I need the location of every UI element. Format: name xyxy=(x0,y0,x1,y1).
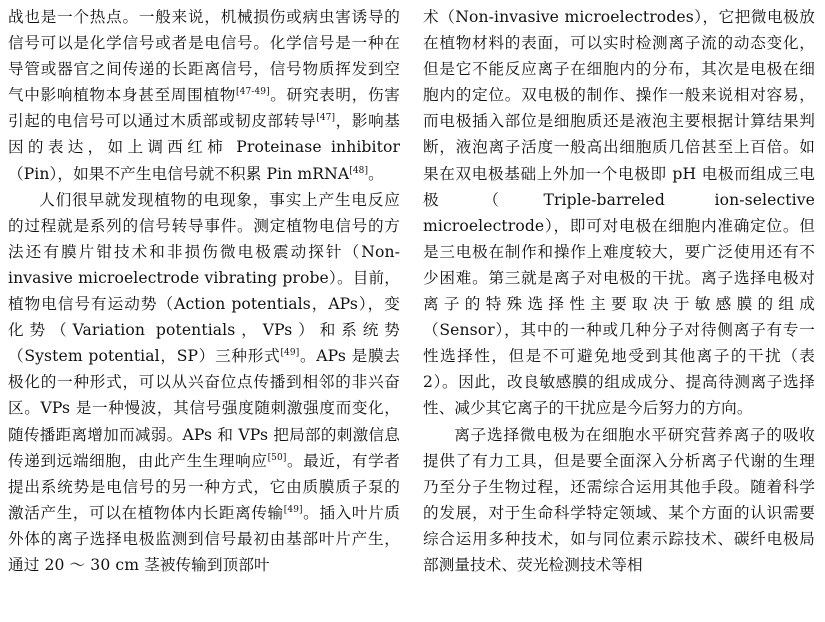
column-gutter xyxy=(412,0,413,622)
citation: [50] xyxy=(267,452,287,463)
citation: [48] xyxy=(349,165,369,176)
left-paragraph-1 xyxy=(8,4,400,187)
text-run: 人们很早就发现植物的电现象，事实上产生电反应的过程就是系列的信号转导事件。测定植物电信号的方法还有膜片钳技术和非损伤微电极震动探针（Non-invasive microelectrode vibrating probe）。目前，植物电信号有运动势（Action potentials，APs），变化势（Variation potentials，VPs）和系统势（System potential，SP）三种形式 xyxy=(8,190,400,366)
citation: [47] xyxy=(316,113,336,124)
text-run: 。APs 是膜去极化的一种形式，可以从兴奋位点传播到相邻的非兴奋区。VPs 是一种慢波，其信号强度随刺激强度而变化，随传播距离增加而减弱。APs 和 VPs 把局部的刺激信息传递到远端细胞，由此产生生理响应 xyxy=(8,347,400,470)
citation: [49] xyxy=(280,348,300,359)
text-run: 。最近，有学者提出系统势是电信号的另一种方式，它由质膜质子泵的激活产生，可以在植物体内长距离传输 xyxy=(8,451,400,522)
text-run: 。研究表明，伤害引起的电信号可以通过木质部或韧皮部转导 xyxy=(8,86,400,131)
right-column xyxy=(423,4,815,578)
citation: [47-49] xyxy=(236,87,270,98)
right-paragraph-2: 离子选择微电极为在细胞水平研究营养离子的吸收提供了有力工具，但是要全面深入分析离子代谢的生理乃至分子生物过程，还需综合运用其他手段。随着科学的发展，对于生命科学特定领域、某个方面的认识需要综合运用多种技术，如与同位素示踪技术、碳纤电极局部测量技术、荧光检测技术等相 xyxy=(423,425,815,574)
citation: [49] xyxy=(283,504,303,515)
text-run: 。插入叶片质外体的离子选择电极监测到信号最初由基部叶片产生，通过 20 ～ 30 cm 茎被传输到顶部叶 xyxy=(8,503,400,574)
text-run: 。 xyxy=(368,164,384,183)
text-run: ，影响基因的表达，如上调西红柿 Proteinase inhibitor（Pin），如果不产生电信号就不积累 Pin mRNA xyxy=(8,112,400,183)
text-run: 战也是一个热点。一般来说，机械损伤或病虫害诱导的信号可以是化学信号或者是电信号。化学信号是一种在导管或器官之间传递的长距离信号，信号物质挥发到空气中影响植物本身甚至周围植物 xyxy=(8,8,400,105)
left-column xyxy=(8,4,400,578)
right-paragraph-1: 术（Non-invasive microelectrodes），它把微电极放在植物材料的表面，可以实时检测离子流的动态变化，但是它不能反应离子在细胞内的分布，其次是电极在细胞内的定位。双电极的制作、操作一般来说相对容易，而电极插入部位是细胞质还是液泡主要根据计算结果判断，液泡离子活度一般高出细胞质几倍甚至上百倍。如果在双电极基础上外加一个电极即 pH 电极而组成三电极（Triple-barreled ion-selective microelectrode），即可对电极在细胞内准确定位。但是三电极在制作和操作上难度较大，要广泛使用还有不少困难。第三就是离子对电极的干扰。离子选择电极对离子的特殊选择性主要取决于敏感膜的组成（Sensor），其中的一种或几种分子对待侧离子有专一性选择性，但是不可避免地受到其他离子的干扰（表 2）。因此，改良敏感膜的组成成分、提高待测离子选择性、减少其它离子的干扰应是今后努力的方向。 xyxy=(423,8,815,418)
left-paragraph-2 xyxy=(8,187,400,578)
